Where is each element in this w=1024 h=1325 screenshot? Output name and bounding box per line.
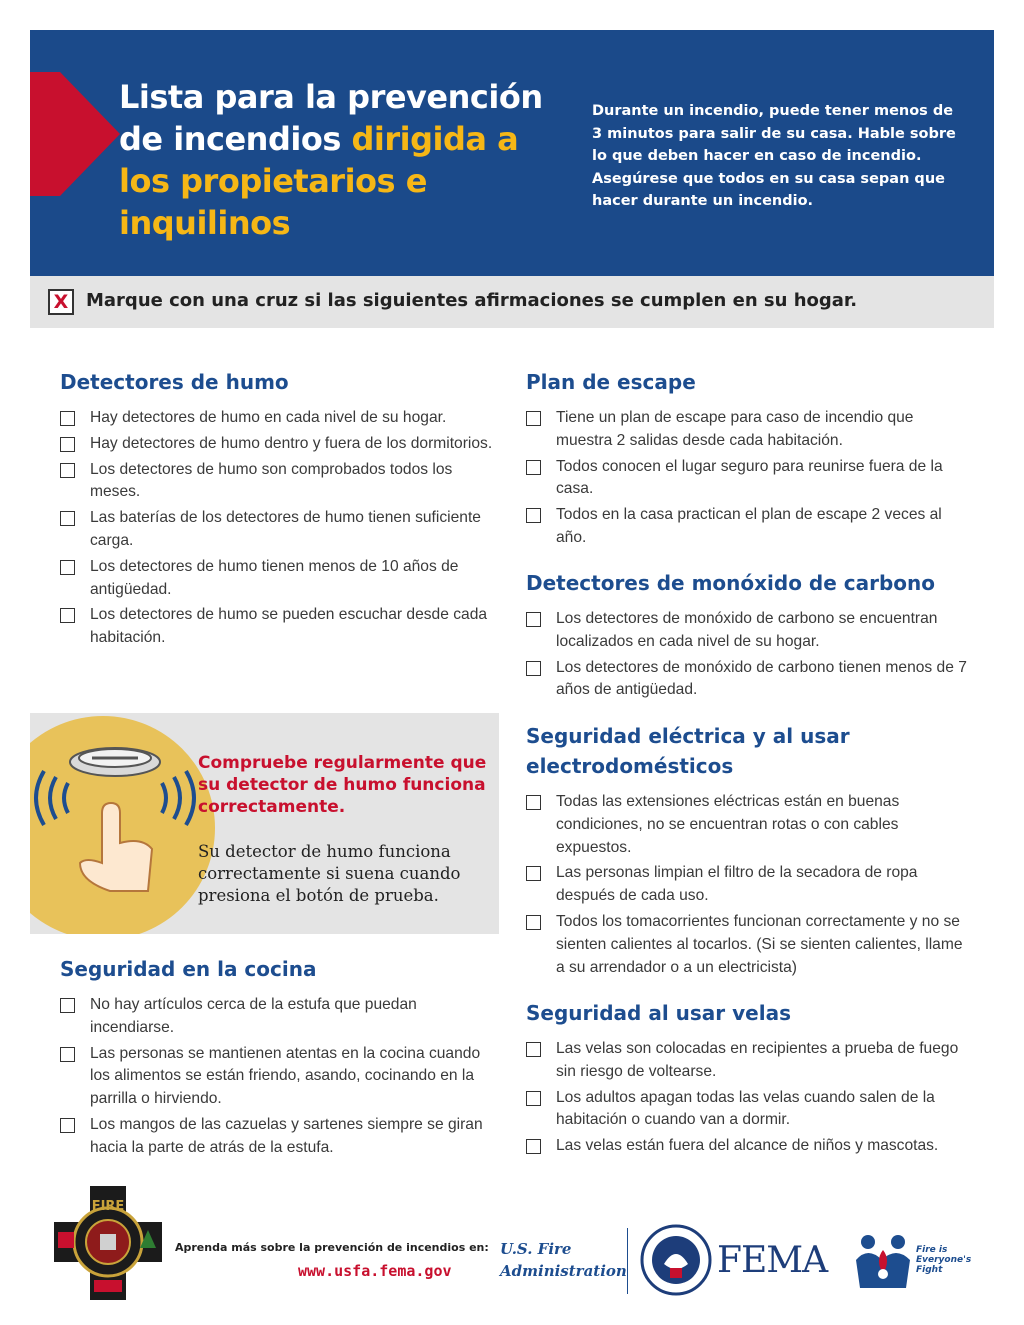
mark-x-icon: X [48,289,74,315]
item-text: Las personas limpian el filtro de la secadora de ropa después de cada uso. [556,864,918,905]
item-text: Las velas están fuera del alcance de niños y mascotas. [556,1137,939,1155]
checklist-item [60,604,500,650]
checkbox[interactable] [526,795,541,810]
checklist-item [526,657,974,703]
footer [0,1180,1024,1325]
checkbox[interactable] [60,437,75,452]
checkbox[interactable] [526,661,541,676]
fema-logo-text: FEMA [717,1240,828,1281]
callout-title: Compruebe regularmente que su detector de humo funciona correctamente. [198,753,487,817]
checkbox[interactable] [526,915,541,930]
fire-department-badge-icon [50,1184,166,1304]
section-heading: Seguridad al usar velas [526,1001,791,1025]
section-heading: Seguridad eléctrica y al usar electrodomésticos [526,724,850,778]
checklist [526,407,974,550]
checklist-item [526,911,974,979]
smoke-test-callout [30,713,499,934]
checklist-item [526,1087,982,1133]
checklist-item [526,1038,982,1084]
item-text: Todos en la casa practican el plan de escape 2 veces al año. [556,506,942,546]
intro-text: Durante un incendio, puede tener menos de 3 minutos para salir de su casa. Hable sobre lo que deben hacer en caso de incendio. Asegúrese que todos en su casa sepan que hacer durante un incendio. [592,103,956,209]
checkbox[interactable] [60,608,75,623]
usfa-logo-text: U.S. Fire Administration [500,1240,627,1280]
instruction-bar [30,276,994,328]
section-electrical-safety [526,721,974,982]
item-text: Los detectores de monóxido de carbono se encuentran localizados en cada nivel de su hogar. [556,610,938,650]
checklist-item [60,556,500,602]
checkbox[interactable] [60,463,75,478]
website-link[interactable]: www.usfa.fema.gov [298,1262,452,1280]
checklist-item [60,1043,500,1111]
checklist-item [526,791,974,859]
checkbox[interactable] [526,612,541,627]
checkbox[interactable] [60,1047,75,1062]
item-text: Los mangos de las cazuelas y sartenes siempre se giran hacia la parte de atrás de la estufa. [90,1115,483,1156]
checklist [526,1038,982,1158]
fire-everyones-fight-text: Fire is Everyone's Fight [916,1245,972,1275]
footer-divider [627,1228,628,1294]
checklist [60,407,500,650]
item-text: Las baterías de los detectores de humo tienen suficiente carga. [90,509,481,549]
svg-text:FIRE: FIRE [91,1199,125,1214]
title-highlight: dirigida a los propietarios e inquilinos [119,120,519,242]
item-text: Los detectores de humo se pueden escuchar desde cada habitación. [90,606,488,647]
checklist-item [526,456,974,502]
section-co-detectors [526,568,974,705]
checkbox[interactable] [526,460,541,475]
checklist [60,994,500,1160]
checkbox[interactable] [60,560,75,575]
red-chevron-tip [60,72,120,196]
checkbox[interactable] [526,411,541,426]
item-text: Todos los tomacorrientes funcionan correctamente y no se sienten calientes al tocarlos. (Si se sienten calientes, llame a su arrendador o a un electricista) [556,912,963,976]
section-heading: Plan de escape [526,370,696,394]
section-candle-safety [526,998,982,1161]
checklist-item [526,504,974,550]
red-chevron-decoration [30,72,60,196]
checklist-item [60,407,500,430]
checklist-item [60,459,500,505]
header-banner [30,30,994,276]
section-heading: Detectores de monóxido de carbono [526,571,936,595]
checklist-item [526,862,974,908]
section-heading: Detectores de humo [60,370,289,394]
page-title [119,76,559,244]
section-smoke-detectors [60,367,500,653]
instruction-text: Marque con una cruz si las siguientes afirmaciones se cumplen en su hogar. [86,290,858,311]
dhs-seal-icon [640,1224,712,1296]
item-text: Los detectores de humo son comprobados todos los meses. [90,460,453,501]
item-text: Las personas se mantienen atentas en la cocina cuando los alimentos se están friendo, asando, cocinando en la parrilla o hirviendo. [90,1044,481,1108]
checkbox[interactable] [526,866,541,881]
checklist-item [60,507,500,553]
item-text: Tiene un plan de escape para caso de incendio que muestra 2 salidas desde cada habitación. [556,409,914,449]
item-text: Los detectores de monóxido de carbono tienen menos de 7 años de antigüedad. [556,658,967,699]
checkbox[interactable] [526,1139,541,1154]
item-text: Las velas son colocadas en recipientes a prueba de fuego sin riesgo de voltearse. [556,1040,959,1080]
checklist [526,791,974,979]
checkbox[interactable] [60,998,75,1013]
checklist-item [526,407,974,453]
checkbox[interactable] [60,511,75,526]
item-text: Los adultos apagan todas las velas cuando salen de la habitación o cuando van a dormir. [556,1088,935,1129]
item-text: No hay artículos cerca de la estufa que puedan incendiarse. [90,996,417,1036]
checklist-item [526,608,974,654]
title-white: Lista para la prevención de incendios [119,78,543,158]
checklist-item [526,1135,982,1158]
checklist-item [60,994,500,1040]
checkbox[interactable] [60,411,75,426]
item-text: Hay detectores de humo dentro y fuera de los dormitorios. [90,434,493,452]
callout-body: Su detector de humo funciona correctamente si suena cuando presiona el botón de prueba. [198,842,461,905]
checkbox[interactable] [526,508,541,523]
learn-more-text: Aprenda más sobre la prevención de incendios en: [175,1241,489,1254]
checkbox[interactable] [526,1042,541,1057]
item-text: Hay detectores de humo en cada nivel de su hogar. [90,409,447,426]
checkbox[interactable] [526,1091,541,1106]
checkbox[interactable] [60,1118,75,1133]
section-heading: Seguridad en la cocina [60,957,317,981]
checklist [526,608,974,702]
fire-everyones-fight-logo-icon [852,1230,914,1292]
item-text: Los detectores de humo tienen menos de 10 años de antigüedad. [90,557,459,598]
item-text: Todos conocen el lugar seguro para reunirse fuera de la casa. [556,457,943,498]
section-kitchen-safety [60,954,500,1163]
section-escape-plan [526,367,974,553]
checklist-item [60,1114,500,1160]
item-text: Todas las extensiones eléctricas están en buenas condiciones, no se encuentran rotas o con cables expuestos. [556,793,900,856]
checklist-item [60,433,500,456]
